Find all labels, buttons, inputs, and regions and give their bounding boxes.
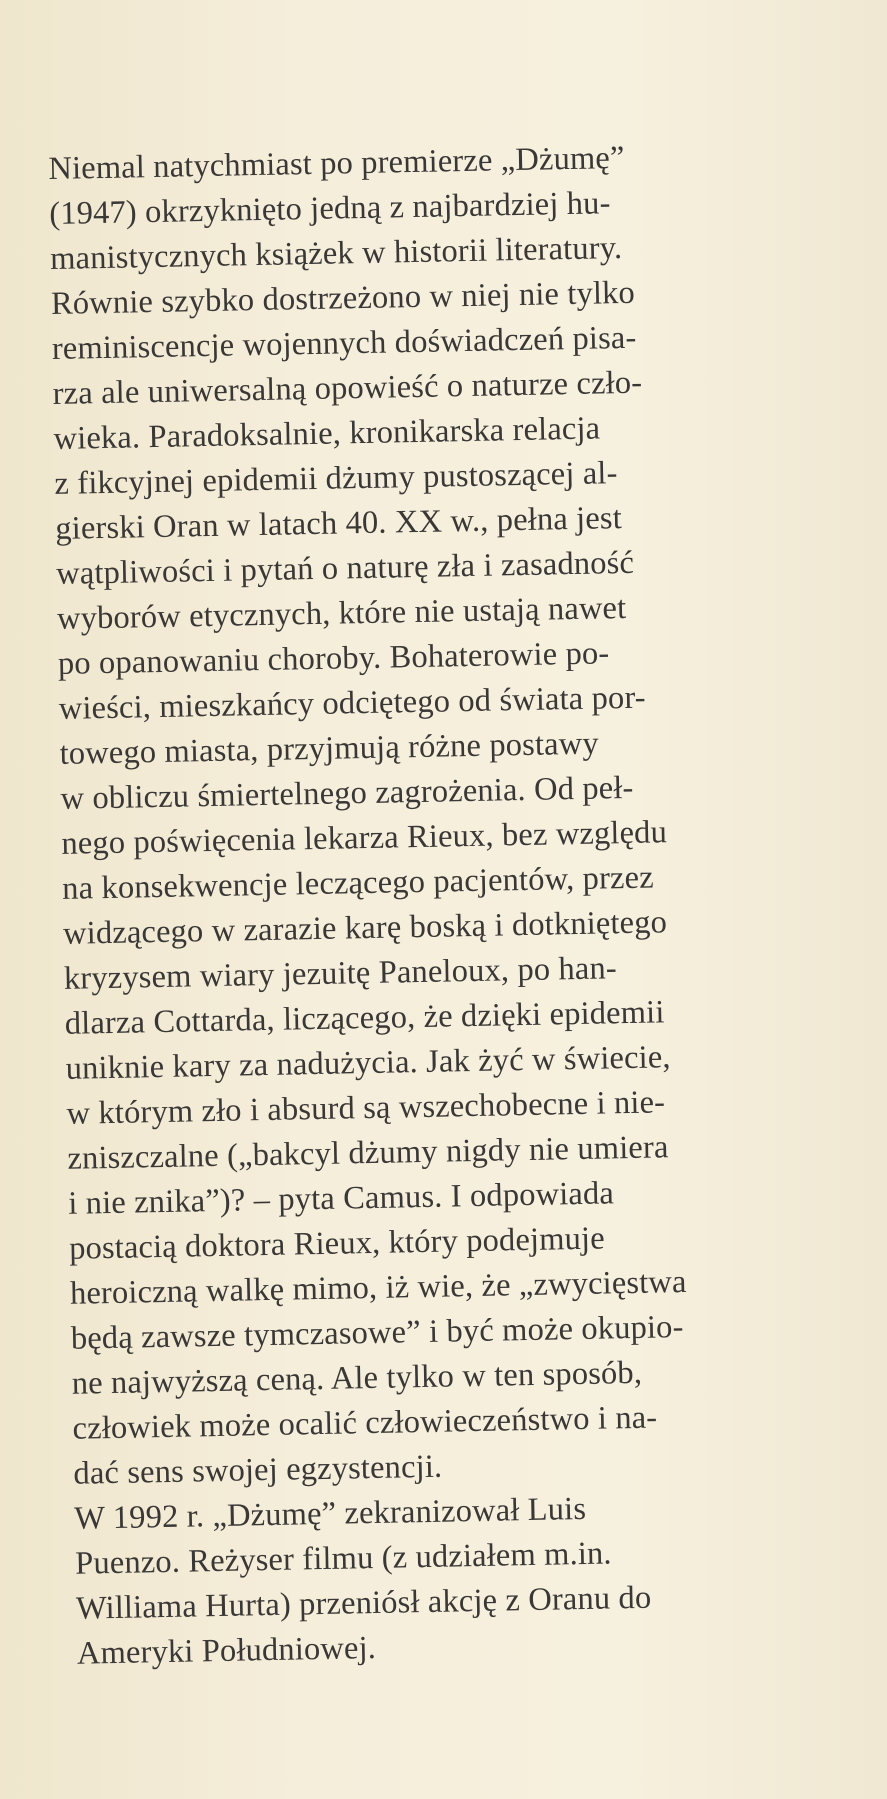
- blurb-line: wątpliwości i pytań o naturę zła i zasadność: [55, 544, 635, 592]
- blurb-line: gierski Oran w latach 40. XX w., pełna jest: [54, 500, 623, 547]
- blurb-line: reminiscencje wojennych doświadczeń pisa-: [51, 319, 637, 367]
- blurb-line: uniknie kary za nadużycia. Jak żyć w świecie,: [65, 1039, 671, 1087]
- blurb-line: (1947) okrzyknięto jedną z najbardziej hu-: [48, 185, 611, 232]
- blurb-line: wyborów etycznych, które nie ustają nawet: [56, 589, 627, 637]
- blurb-line: zniszczalne („bakcyl dżumy nigdy nie umiera: [67, 1129, 669, 1177]
- blurb-line: Puenzo. Reżyser filmu (z udziałem m.in.: [74, 1535, 612, 1582]
- blurb-line: i nie znika”)? – pyta Camus. I odpowiada: [67, 1175, 615, 1222]
- blurb-line: widzącego w zarazie karę boską i dotkniętego: [62, 904, 668, 952]
- blurb-line: Równie szybko dostrzeżono w niej nie tylko: [50, 274, 636, 322]
- blurb-line: postacią doktora Rieux, który podejmuje: [68, 1220, 606, 1267]
- blurb-line: wieka. Paradoksalnie, kronikarska relacja: [53, 410, 601, 457]
- blurb-line: w którym zło i absurd są wszechobecne i nie-: [66, 1084, 666, 1132]
- blurb-line: wieści, mieszkańcy odciętego od świata por-: [58, 679, 647, 727]
- blurb-line: nego poświęcenia lekarza Rieux, bez względu: [61, 814, 668, 862]
- blurb-line: Niemal natychmiast po premierze „Dżumę”: [48, 139, 625, 187]
- blurb-line: człowiek może ocalić człowieczeństwo i na-: [72, 1399, 658, 1447]
- blurb-line: w obliczu śmiertelnego zagrożenia. Od peł-: [60, 769, 634, 817]
- blurb-line: W 1992 r. „Dżumę” zekranizował Luis: [73, 1490, 587, 1537]
- blurb-line: Ameryki Południowej.: [76, 1629, 377, 1672]
- blurb-line: heroiczną walkę mimo, iż wie, że „zwycięstwa: [69, 1263, 687, 1312]
- book-blurb: [48, 132, 857, 1677]
- blurb-line: będą zawsze tymczasowe” i być może okupio-: [70, 1309, 684, 1357]
- blurb-line: po opanowaniu choroby. Bohaterowie po-: [57, 635, 610, 682]
- blurb-line: ne najwyższą ceną. Ale tylko w ten sposób,: [71, 1354, 643, 1402]
- blurb-line: rza ale uniwersalną opowieść o naturze czło-: [52, 364, 643, 412]
- blurb-line: z fikcyjnej epidemii dżumy pustoszącej al-: [54, 455, 618, 502]
- blurb-line: towego miasta, przyjmują różne postawy: [59, 725, 599, 772]
- blurb-line: dlarza Cottarda, liczącego, że dzięki epidemii: [64, 994, 665, 1042]
- blurb-line: manistycznych książek w historii literatury.: [49, 229, 623, 277]
- blurb-line: dać sens swojej egzystencji.: [73, 1448, 443, 1492]
- blurb-line: Williama Hurta) przeniósł akcję z Oranu do: [75, 1579, 652, 1627]
- blurb-line: na konsekwencje leczącego pacjentów, przez: [61, 859, 655, 907]
- blurb-line: kryzysem wiary jezuitę Paneloux, po han-: [63, 950, 618, 997]
